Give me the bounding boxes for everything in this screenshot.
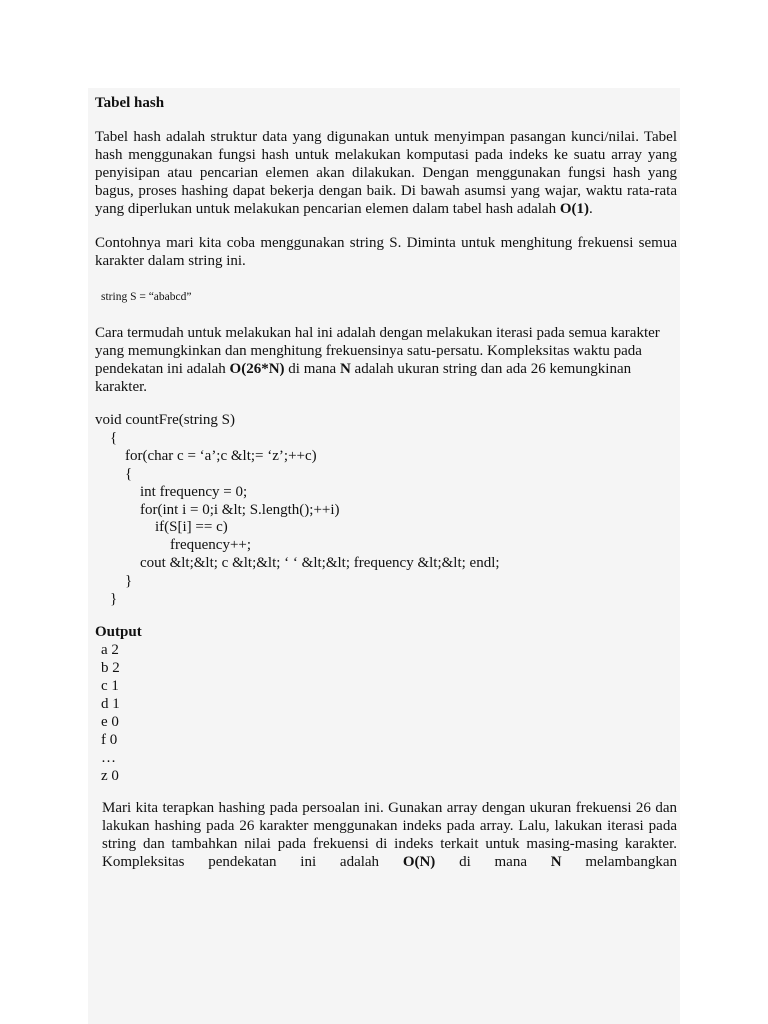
code-line: { [95, 465, 133, 482]
hashing-text-c: melambangkan [561, 853, 677, 870]
output-item: a 2 [101, 641, 119, 658]
output-item: c 1 [101, 677, 119, 694]
naive-approach-paragraph [95, 324, 677, 396]
intro-end: . [589, 201, 593, 217]
output-item: f 0 [101, 731, 118, 748]
complexity-o1: O(1) [559, 201, 589, 217]
code-line: for(int i = 0;i &lt; S.length();++i) [95, 501, 340, 518]
naive-text-b: di mana [284, 361, 340, 377]
hashing-paragraph [95, 799, 677, 871]
output-item: … [101, 749, 116, 766]
document-content [95, 94, 677, 871]
output-item: b 2 [101, 659, 120, 676]
code-block [95, 412, 677, 609]
code-line: void countFre(string S) [95, 412, 235, 428]
output-item: z 0 [101, 767, 119, 784]
code-line: if(S[i] == c) [95, 519, 228, 536]
n-symbol-2: N [550, 853, 562, 870]
naive-text-c: adalah ukuran string dan ada 26 kemungkinan karakter. [95, 361, 632, 395]
code-line: } [95, 591, 118, 608]
complexity-o26n: O(26*N) [229, 361, 285, 377]
n-symbol: N [339, 361, 351, 377]
code-line: for(char c = ‘a’;c &lt;= ‘z’;++c) [95, 447, 317, 464]
intro-text: Tabel hash adalah struktur data yang digunakan untuk menyimpan pasangan kunci/nilai. Tabel hash menggunakan fungsi hash untuk melakukan komputasi pada indeks ke suatu array yang penyisipan atau pencarian elemen akan dilakukan. Dengan menggunakan fungsi hash yang bagus, proses hashing dapat bekerja dengan baik. Di bawah asumsi yang wajar, waktu rata-rata yang diperlukan untuk melakukan pencarian elemen dalam tabel hash adalah [95, 129, 677, 217]
intro-paragraph [95, 128, 677, 218]
output-item: e 0 [101, 713, 119, 730]
code-line: { [95, 429, 118, 446]
output-title: Output [95, 623, 142, 640]
complexity-on: O(N) [402, 853, 436, 870]
hashing-text-a: Mari kita terapkan hashing pada persoalan ini. Gunakan array dengan ukuran frekuensi 26 dan lakukan hashing pada 26 karakter menggunakan indeks pada array. Lalu, lakukan iterasi pada string dan tambahkan nilai pada frekuensi di indeks terkait untuk masing-masing karakter. Kompleksitas pendekatan ini adalah [102, 799, 677, 870]
output-item: d 1 [101, 695, 120, 712]
code-line: } [95, 573, 133, 590]
code-line: int frequency = 0; [95, 483, 248, 500]
example-paragraph: Contohnya mari kita coba menggunakan string S. Diminta untuk menghitung frekuensi semua karakter dalam string ini. [95, 235, 677, 269]
hashing-text-b: di mana [435, 853, 551, 870]
code-line: cout &lt;&lt; c &lt;&lt; ‘ ‘ &lt;&lt; frequency &lt;&lt; endl; [95, 555, 500, 572]
string-example: string S = “ababcd” [101, 291, 192, 303]
code-line: frequency++; [95, 537, 252, 554]
naive-text-a: Cara termudah untuk melakukan hal ini adalah dengan melakukan iterasi pada semua karakter yang memungkinkan dan menghitung frekuensinya satu-persatu. Kompleksitas waktu pada pendekatan ini adalah [95, 325, 660, 377]
section-title: Tabel hash [95, 95, 165, 111]
output-list [95, 641, 677, 785]
